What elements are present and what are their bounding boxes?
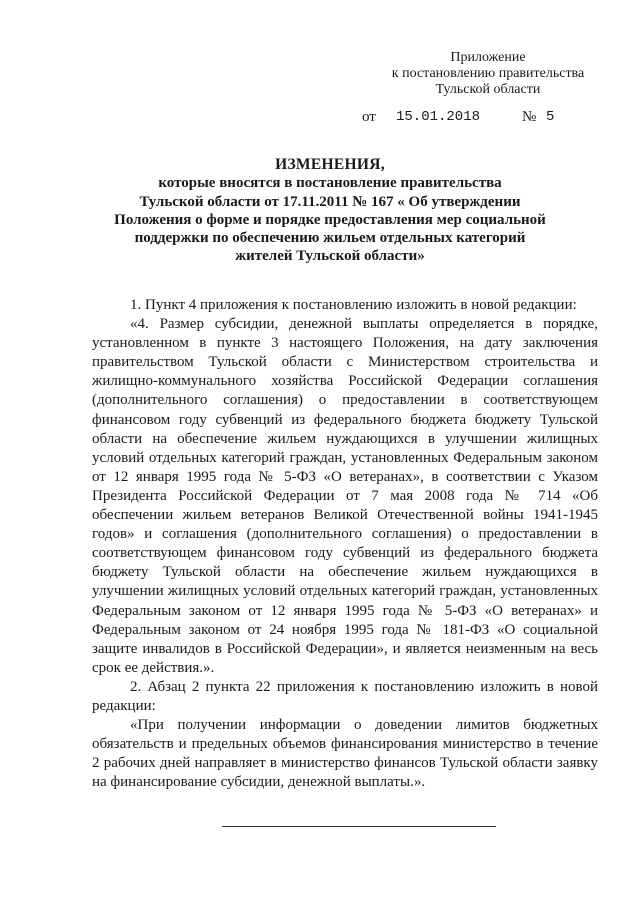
closing-separator-line: [222, 826, 496, 827]
paragraph-1: 1. Пункт 4 приложения к постановлению изложить в новой редакции:: [130, 297, 577, 313]
title-main: ИЗМЕНЕНИЯ,: [275, 156, 385, 173]
title-line-2: Тульской области от 17.11.2011 № 167 « Об утверждении: [139, 193, 521, 210]
appendix-line-2: к постановлению правительства: [391, 66, 585, 81]
paragraph-4: «При получении информации о доведении лимитов бюджетных обязательств и предельных объемов финансирования министерство в течение 2 рабочих дней направляет в министерство финансов Тульской области заявку на финансирование субсидии, денежной выплаты.».: [92, 717, 598, 791]
from-label: от: [362, 109, 376, 125]
title-line-3: Положения о форме и порядке предоставления мер социальной: [114, 211, 546, 228]
document-body: [92, 296, 598, 792]
document-title: [110, 156, 550, 266]
document-date: 15.01.2018: [396, 109, 481, 125]
appendix-header: [368, 50, 608, 98]
title-line-4: поддержки по обеспечению жильем отдельных категорий: [134, 230, 526, 247]
number-label: №: [522, 109, 537, 125]
appendix-line-3: Тульской области: [435, 82, 541, 97]
paragraph-3: 2. Абзац 2 пункта 22 приложения к постановлению изложить в новой редакции:: [92, 678, 598, 714]
appendix-line-1: Приложение: [450, 50, 526, 65]
title-line-5: жителей Тульской области»: [235, 248, 425, 265]
paragraph-2: «4. Размер субсидии, денежной выплаты определяется в порядке, установленном в пункте 3 настоящего Положения, на дату заключения правительством Тульской области с Министерством строительства и жилищно-коммунального хозяйства Российской Федерации соглашения (дополнительного соглашения) о предоставлении в соответствующем финансовом году субвенций из федерального бюджета бюджету Тульской области на обеспечение жильем нуждающихся в улучшении жилищных условий отдельных категорий граждан, установленных Федеральным законом от 12 января 1995 года № 5-ФЗ «О ветеранах», в соответствии с Указом Президента Российской Федерации от 7 мая 2008 года № 714 «Об обеспечении жильем ветеранов Великой Отечественной войны 1941-1945 годов» и соглашения (дополнительного соглашения) о предоставлении в соответствующем финансовом году субвенций из федерального бюджета бюджету Тульской области на обеспечение жильем нуждающихся в улучшении жилищных условий отдельных категорий граждан, установленных Федеральным законом от 12 января 1995 года № 5-ФЗ «О ветеранах» и Федеральным законом от 24 ноября 1995 года № 181-ФЗ «О социальной защите инвалидов в Российской Федерации», и является неизменным на весь срок ее действия.».: [92, 316, 598, 676]
title-line-1: которые вносятся в постановление правительства: [158, 175, 502, 192]
document-number: 5: [546, 109, 555, 125]
